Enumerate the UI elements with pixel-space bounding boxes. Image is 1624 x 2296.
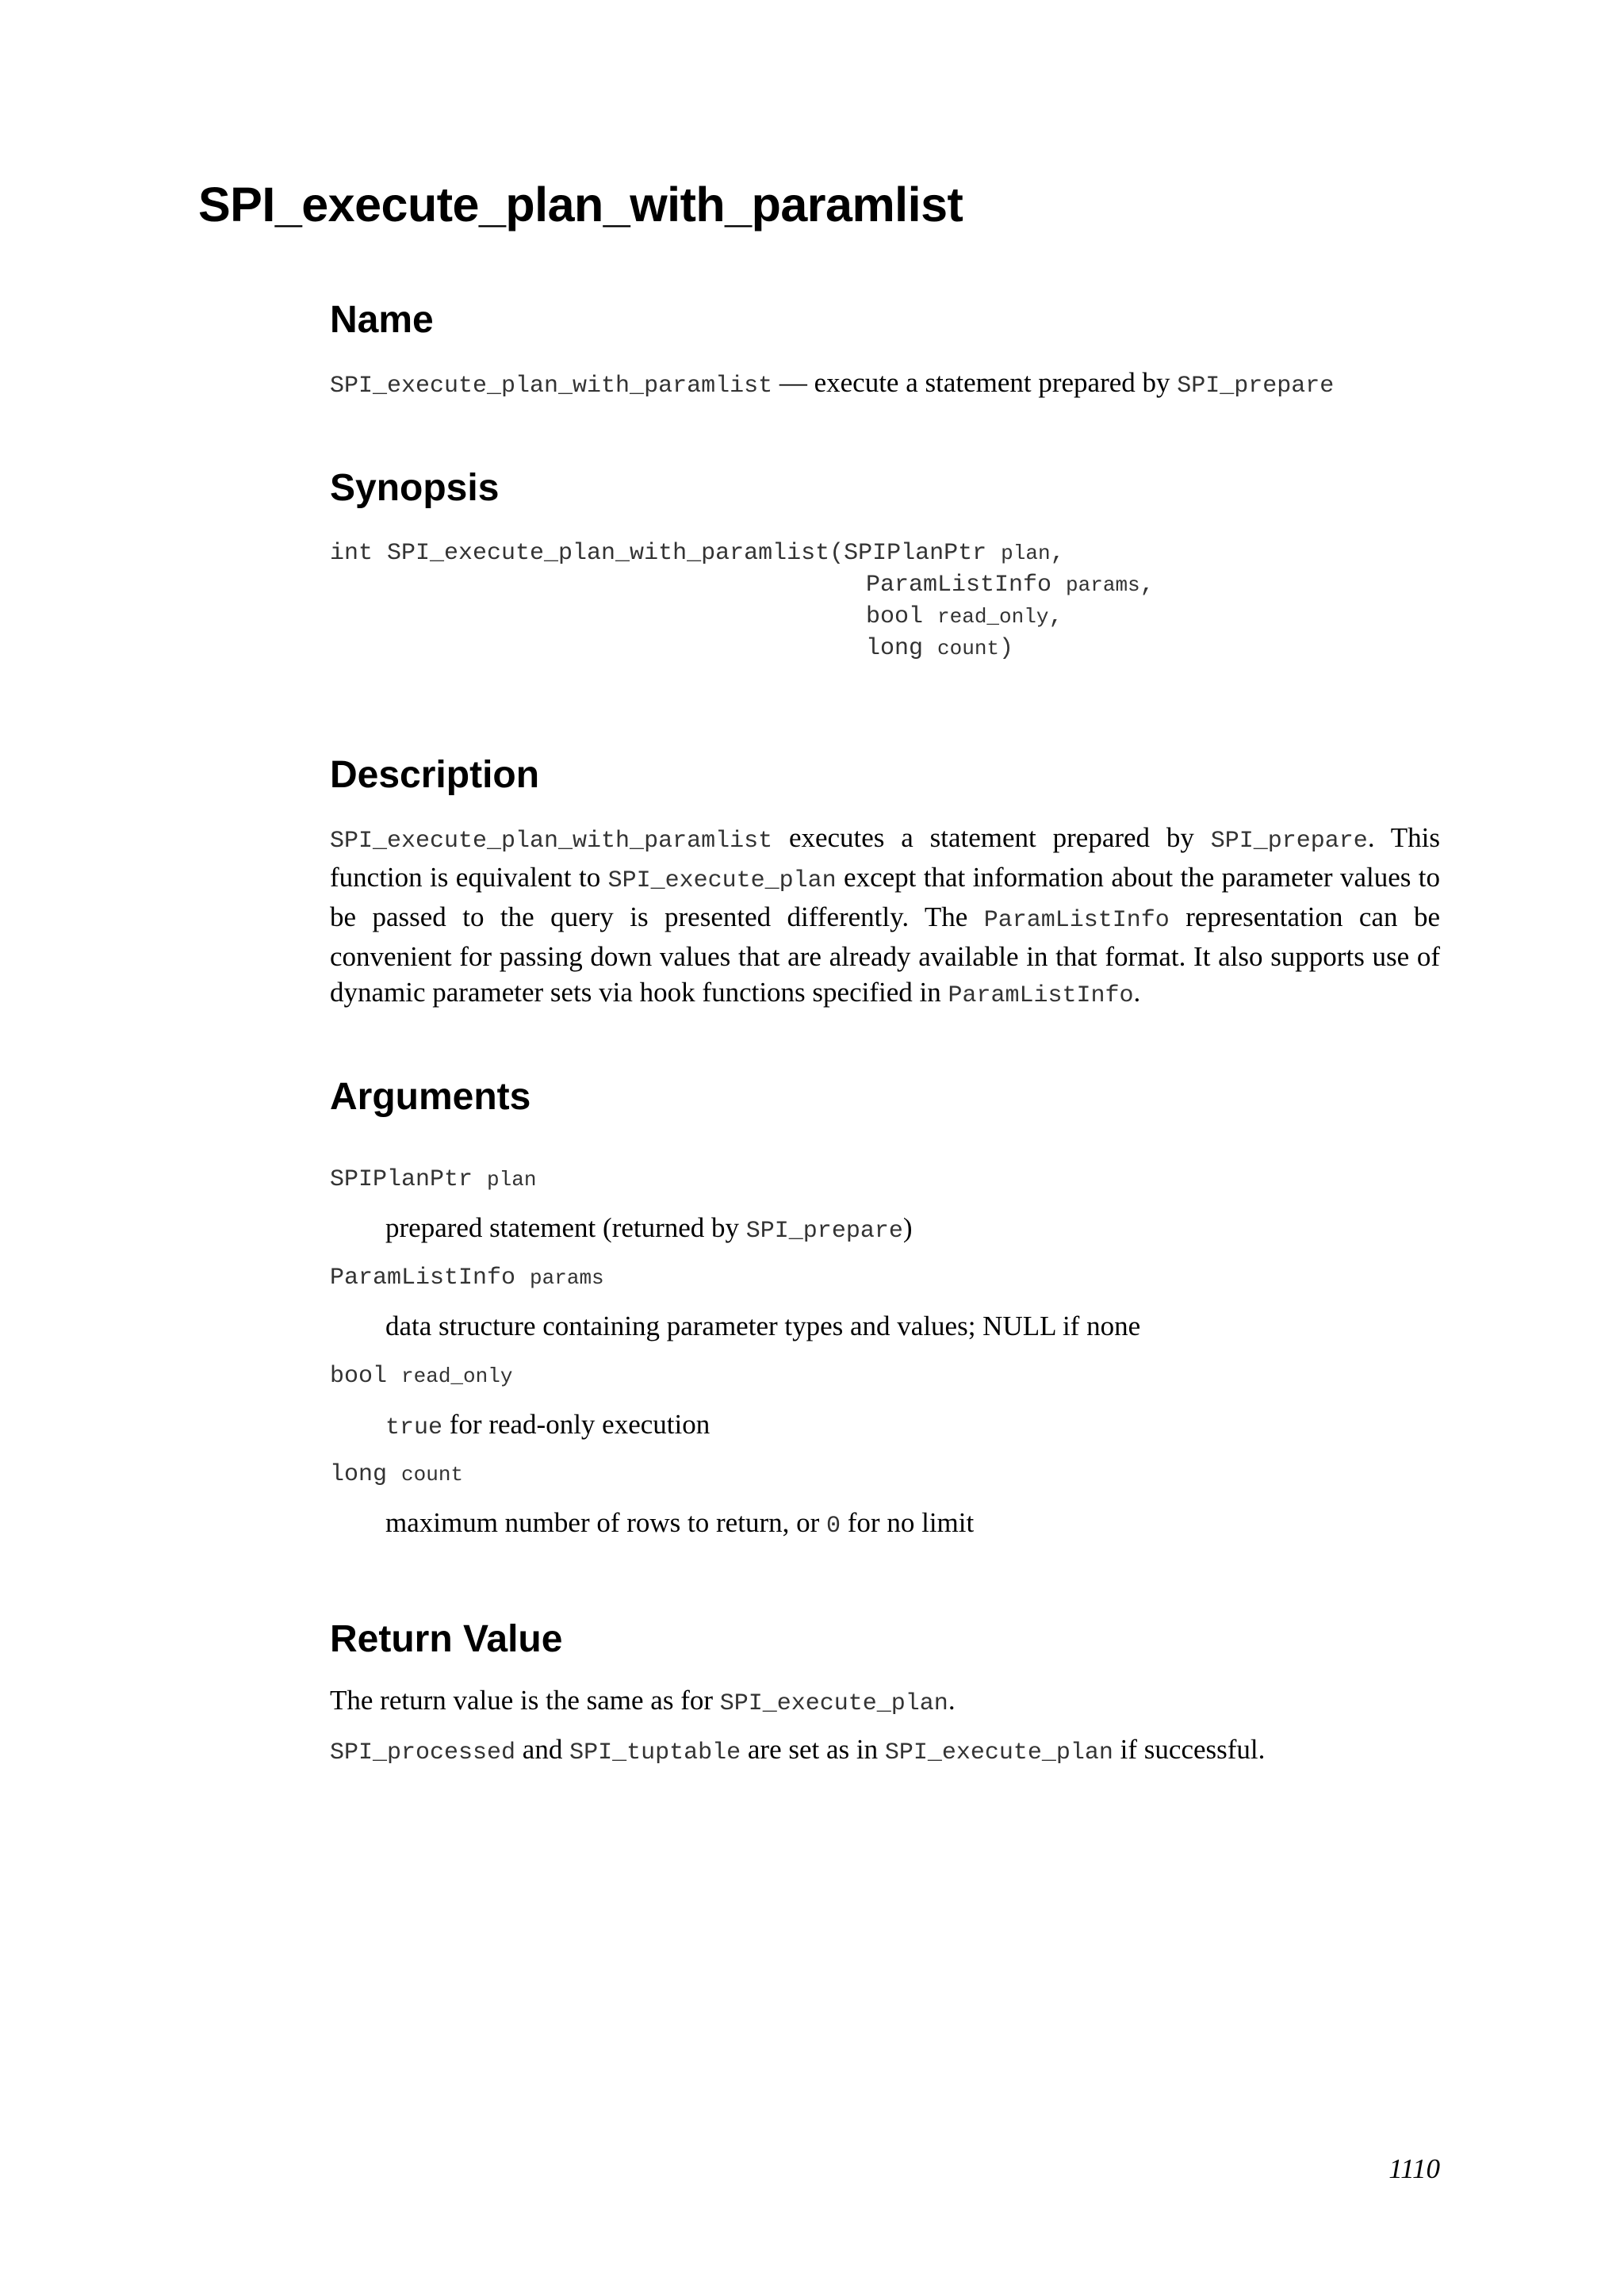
name-line	[330, 365, 1334, 404]
synopsis-heading: Synopsis	[330, 467, 500, 509]
arguments-heading: Arguments	[330, 1076, 531, 1118]
argument-definition-plan: prepared statement (returned by SPI_prepare)	[385, 1212, 913, 1245]
synopsis-line-3: bool read_only,	[866, 603, 1063, 630]
name-reference: SPI_prepare	[1177, 373, 1335, 400]
page-number: 1110	[1388, 2153, 1440, 2184]
argument-definition-read-only: true for read-only execution	[385, 1409, 710, 1441]
argument-term-plan: SPIPlanPtr plan	[330, 1166, 537, 1193]
return-value-line-2: SPI_processed and SPI_tuptable are set as in SPI_execute_plan if successful.	[330, 1734, 1266, 1766]
argument-term-count: long count	[330, 1461, 464, 1488]
synopsis-line-2: ParamListInfo params,	[866, 572, 1155, 599]
description-paragraph: SPI_execute_plan_with_paramlist executes a statement prepared by SPI_prepare. This function is equivalent to SPI_execute_plan except that information about the parameter values to be passed to the query is presented differently. The ParamListInfo representation can be convenient for passing down values that are already available in that format. It also supports use of dynamic parameter sets via hook functions specified in ParamListInfo.	[330, 822, 1441, 1009]
return-value-line-1: The return value is the same as for SPI_execute_plan.	[330, 1685, 956, 1717]
name-description: — execute a statement prepared by	[772, 367, 1178, 398]
page-title: SPI_execute_plan_with_paramlist	[198, 178, 963, 232]
name-heading: Name	[330, 299, 434, 341]
argument-definition-count: maximum number of rows to return, or 0 for no limit	[385, 1507, 975, 1540]
name-function: SPI_execute_plan_with_paramlist	[330, 373, 773, 400]
return-value-heading: Return Value	[330, 1618, 563, 1660]
argument-term-params: ParamListInfo params	[330, 1265, 604, 1292]
synopsis-line-1: int SPI_execute_plan_with_paramlist(SPIPlanPtr plan,	[330, 540, 1065, 567]
argument-term-read-only: bool read_only	[330, 1363, 513, 1390]
argument-definition-params: data structure containing parameter types and values; NULL if none	[385, 1311, 1141, 1341]
description-heading: Description	[330, 754, 540, 796]
synopsis-line-4: long count)	[866, 635, 1014, 662]
